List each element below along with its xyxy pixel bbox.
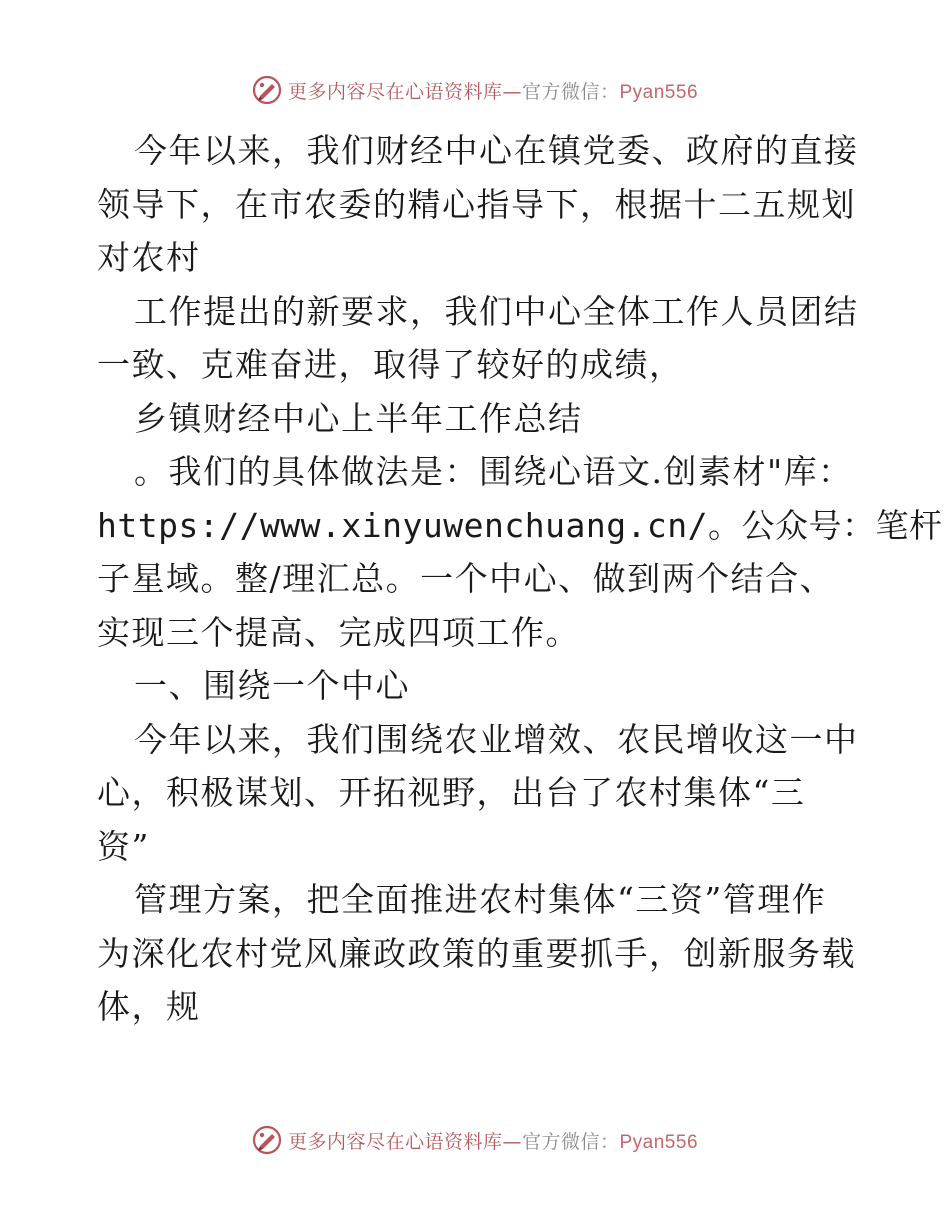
- text-line: 对农村: [97, 238, 201, 277]
- text-line: 今年以来，我们围绕农业增效、农民增收这一中: [134, 719, 859, 759]
- text-line: 实现三个提高、完成四项工作。: [97, 612, 580, 652]
- text-line: 体，规: [97, 987, 201, 1026]
- url-line: https://www.xinyuwenchuang.cn/。公众号：笔杆: [97, 505, 943, 545]
- pen-logo-icon: [252, 75, 282, 105]
- text-line: 领导下，在市农委的精心指导下，根据十二五规划: [97, 184, 856, 224]
- banner-title: 更多内容尽在心语资料库: [287, 80, 503, 103]
- banner-dash: —: [502, 80, 522, 103]
- text-line: 工作提出的新要求，我们中心全体工作人员团结: [134, 291, 859, 331]
- header-banner: [0, 72, 950, 108]
- text-line: 管理方案，把全面推进农村集体“三资”管理作: [134, 880, 827, 919]
- banner-wechat-label: 官方微信：: [521, 80, 620, 103]
- text-line: 为深化农村党风廉政政策的重要抓手，创新服务载: [97, 933, 856, 973]
- section-heading: 一、围绕一个中心: [134, 666, 410, 705]
- text-line: 乡镇财经中心上半年工作总结: [134, 398, 583, 438]
- document-body: [97, 124, 943, 1034]
- banner-wechat-label: 官方微信：: [521, 1130, 620, 1153]
- banner-wechat-id: Pyan556: [619, 81, 699, 103]
- banner-text: [288, 1127, 698, 1154]
- banner-dash: —: [502, 1130, 522, 1153]
- text-line: 子星域。整/理汇总。一个中心、做到两个结合、: [97, 559, 835, 598]
- text-line: 资”: [97, 826, 150, 866]
- text-line: 心，积极谋划、开拓视野，出台了农村集体“三: [97, 773, 806, 812]
- text-line: 。我们的具体做法是：围绕心语文.创素材"库：: [134, 452, 853, 491]
- banner-title: 更多内容尽在心语资料库: [287, 1130, 503, 1153]
- footer-banner: [0, 1122, 950, 1158]
- pen-logo-icon: [252, 1125, 282, 1155]
- text-line: 今年以来，我们财经中心在镇党委、政府的直接: [134, 131, 859, 170]
- text-line: 一致、克难奋进，取得了较好的成绩，: [97, 345, 684, 384]
- banner-text: [288, 77, 698, 104]
- banner-wechat-id: Pyan556: [619, 1131, 699, 1153]
